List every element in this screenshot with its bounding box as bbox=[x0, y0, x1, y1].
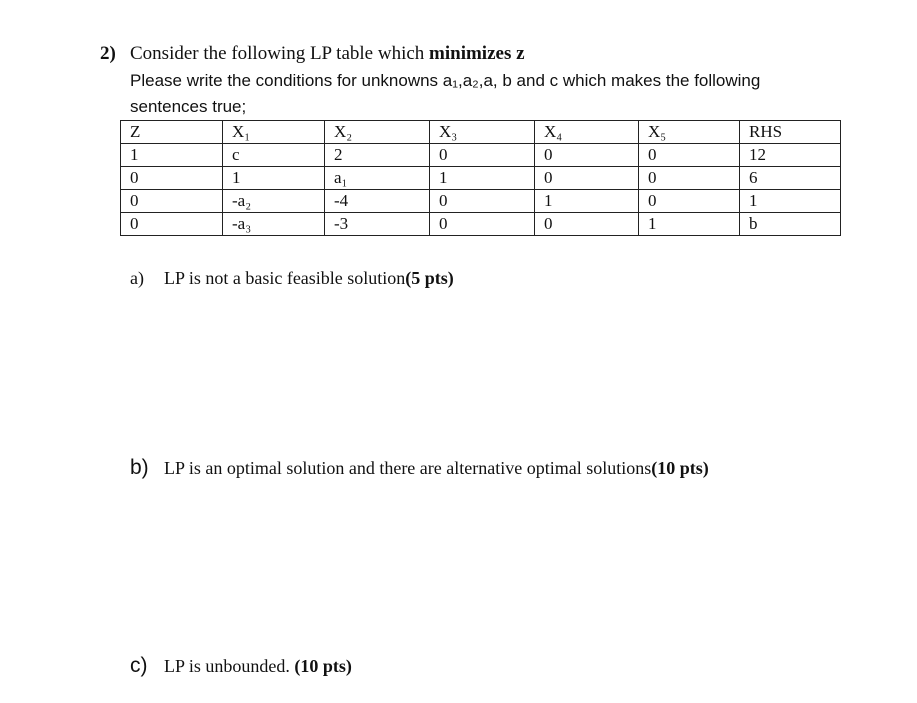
header-x4: X₄ bbox=[535, 121, 639, 144]
table-cell: 0 bbox=[430, 190, 535, 213]
header-rhs: RHS bbox=[740, 121, 841, 144]
table-cell: 0 bbox=[535, 213, 639, 236]
table-cell: -a₃ bbox=[223, 213, 325, 236]
question-heading bbox=[100, 40, 525, 67]
table-cell: 12 bbox=[740, 144, 841, 167]
part-b-label: b) bbox=[130, 456, 149, 479]
header-x2: X₂ bbox=[325, 121, 430, 144]
part-a-label: a) bbox=[130, 268, 144, 288]
table-cell: 1 bbox=[639, 213, 740, 236]
table-row bbox=[121, 213, 841, 236]
header-x5: X₅ bbox=[639, 121, 740, 144]
table-cell: 0 bbox=[121, 190, 223, 213]
table-cell: 6 bbox=[740, 167, 841, 190]
table-cell: -3 bbox=[325, 213, 430, 236]
table-cell: 1 bbox=[535, 190, 639, 213]
question-number: 2) bbox=[100, 43, 116, 64]
table-cell: 0 bbox=[639, 190, 740, 213]
question-instruction-line1: Please write the conditions for unknowns a₁,a₂,a, b and c which makes the following bbox=[130, 71, 761, 90]
table-row bbox=[121, 167, 841, 190]
table-cell: 0 bbox=[121, 213, 223, 236]
table-cell: 1 bbox=[740, 190, 841, 213]
part-b-text: LP is an optimal solution and there are alternative optimal solutions bbox=[164, 458, 652, 478]
part-c-label: c) bbox=[130, 654, 148, 677]
part-c-points: (10 pts) bbox=[294, 656, 352, 676]
table-row bbox=[121, 190, 841, 213]
header-x1: X₁ bbox=[223, 121, 325, 144]
table-cell: 0 bbox=[121, 167, 223, 190]
header-z: Z bbox=[121, 121, 223, 144]
table-cell: a₁ bbox=[325, 167, 430, 190]
part-b bbox=[130, 456, 709, 480]
table-cell: 0 bbox=[535, 167, 639, 190]
question-instruction-line2: sentences true; bbox=[130, 97, 247, 116]
table-cell: -4 bbox=[325, 190, 430, 213]
part-a-text: LP is not a basic feasible solution bbox=[164, 268, 406, 288]
part-c-text: LP is unbounded. bbox=[164, 656, 295, 676]
table-cell: 1 bbox=[223, 167, 325, 190]
table-row bbox=[121, 144, 841, 167]
part-b-points: (10 pts) bbox=[651, 458, 709, 478]
table-cell: 0 bbox=[535, 144, 639, 167]
table-cell: c bbox=[223, 144, 325, 167]
table-cell: 0 bbox=[430, 144, 535, 167]
table-cell: 1 bbox=[121, 144, 223, 167]
table-cell: 0 bbox=[639, 167, 740, 190]
table-cell: 0 bbox=[430, 213, 535, 236]
question-intro-bold: minimizes z bbox=[429, 43, 525, 64]
question-intro-text: Consider the following LP table which bbox=[130, 43, 430, 64]
table-cell: 1 bbox=[430, 167, 535, 190]
table-cell: -a₂ bbox=[223, 190, 325, 213]
header-x3: X₃ bbox=[430, 121, 535, 144]
part-c bbox=[130, 654, 352, 678]
table-cell: 2 bbox=[325, 144, 430, 167]
part-a-points: (5 pts) bbox=[405, 268, 454, 288]
table-cell: b bbox=[740, 213, 841, 236]
lp-tableau bbox=[120, 120, 841, 236]
table-cell: 0 bbox=[639, 144, 740, 167]
table-header-row bbox=[121, 121, 841, 144]
part-a bbox=[130, 268, 454, 289]
